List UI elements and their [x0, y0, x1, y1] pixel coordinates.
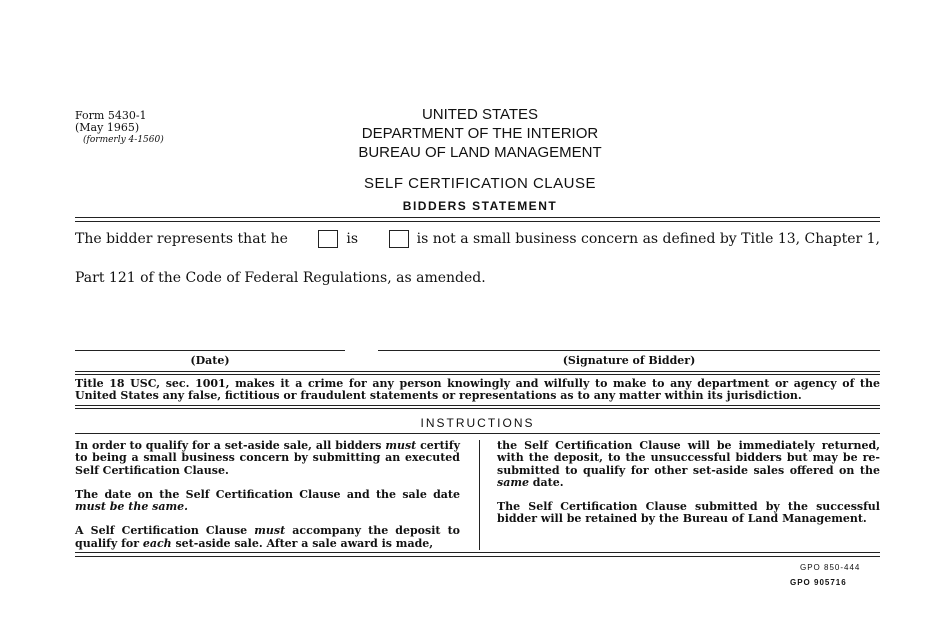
- warning-bottom-rule-double: [75, 408, 880, 409]
- gpo-code-2: GPO 905716: [790, 578, 847, 587]
- date-label: (Date): [190, 354, 230, 367]
- statement-line2: Part 121 of the Code of Federal Regulations, as amended.: [75, 270, 486, 286]
- column-divider: [479, 440, 480, 550]
- instructions-rule: [75, 433, 880, 434]
- form-date: (May 1965): [75, 121, 140, 134]
- bottom-rule: [75, 552, 880, 553]
- signature-line[interactable]: [378, 350, 880, 351]
- form-title: SELF CERTIFICATION CLAUSE: [364, 175, 596, 192]
- form-formerly: (formerly 4-1560): [83, 135, 164, 145]
- form-subtitle: BIDDERS STATEMENT: [402, 199, 558, 213]
- header-bureau: BUREAU OF LAND MANAGEMENT: [358, 144, 602, 161]
- instruction-paragraph: The date on the Self Certification Clause and the sale date must be the same.: [75, 487, 460, 514]
- date-line[interactable]: [75, 350, 345, 351]
- instructions-title: INSTRUCTIONS: [420, 416, 535, 430]
- instruction-paragraph: A Self Certification Clause must accompany the deposit to qualify for each set-aside sale. After a sale award is made,: [75, 524, 460, 550]
- bidder-statement: [75, 230, 880, 248]
- signature-label: (Signature of Bidder): [562, 354, 696, 367]
- instruction-paragraph: In order to qualify for a set-aside sale, all bidders must certify to being a small business concern by submitting an executed Self Certification Clause.: [75, 439, 460, 477]
- legal-warning: Title 18 USC, sec. 1001, makes it a crime for any person knowingly and wilfully to make to any department or agency of the United States any false, fictitious or fraudulent statements or representations as to any matter within its jurisdiction.: [75, 377, 880, 402]
- bottom-rule-double: [75, 556, 880, 557]
- is-checkbox[interactable]: [318, 230, 338, 248]
- top-rule-double: [75, 221, 880, 222]
- header-department: DEPARTMENT OF THE INTERIOR: [361, 125, 599, 142]
- is-not-checkbox[interactable]: [389, 230, 409, 248]
- header-united-states: UNITED STATES: [421, 106, 539, 123]
- warning-top-rule: [75, 371, 880, 372]
- instruction-paragraph: the Self Certification Clause will be immediately returned, with the deposit, to the unsuccessful bidders but may be re-submitted to qualify for other set-aside sales offered on the same date.: [497, 439, 880, 489]
- instructions-right-column: [497, 440, 880, 538]
- is-not-label: is not a small business concern as defined by Title 13, Chapter 1,: [416, 231, 880, 247]
- warning-top-rule-double: [75, 374, 880, 375]
- statement-part1: The bidder represents that he: [75, 231, 288, 247]
- instruction-paragraph: The Self Certification Clause submitted by the successful bidder will be retained by the Bureau of Land Management.: [497, 500, 880, 526]
- gpo-code-1: GPO 850-444: [800, 563, 861, 572]
- is-label: is: [346, 231, 359, 247]
- instructions-left-column: [75, 440, 460, 562]
- top-rule: [75, 217, 880, 218]
- form-number: Form 5430-1: [75, 109, 147, 122]
- warning-bottom-rule: [75, 405, 880, 406]
- form-identifier: [75, 110, 164, 146]
